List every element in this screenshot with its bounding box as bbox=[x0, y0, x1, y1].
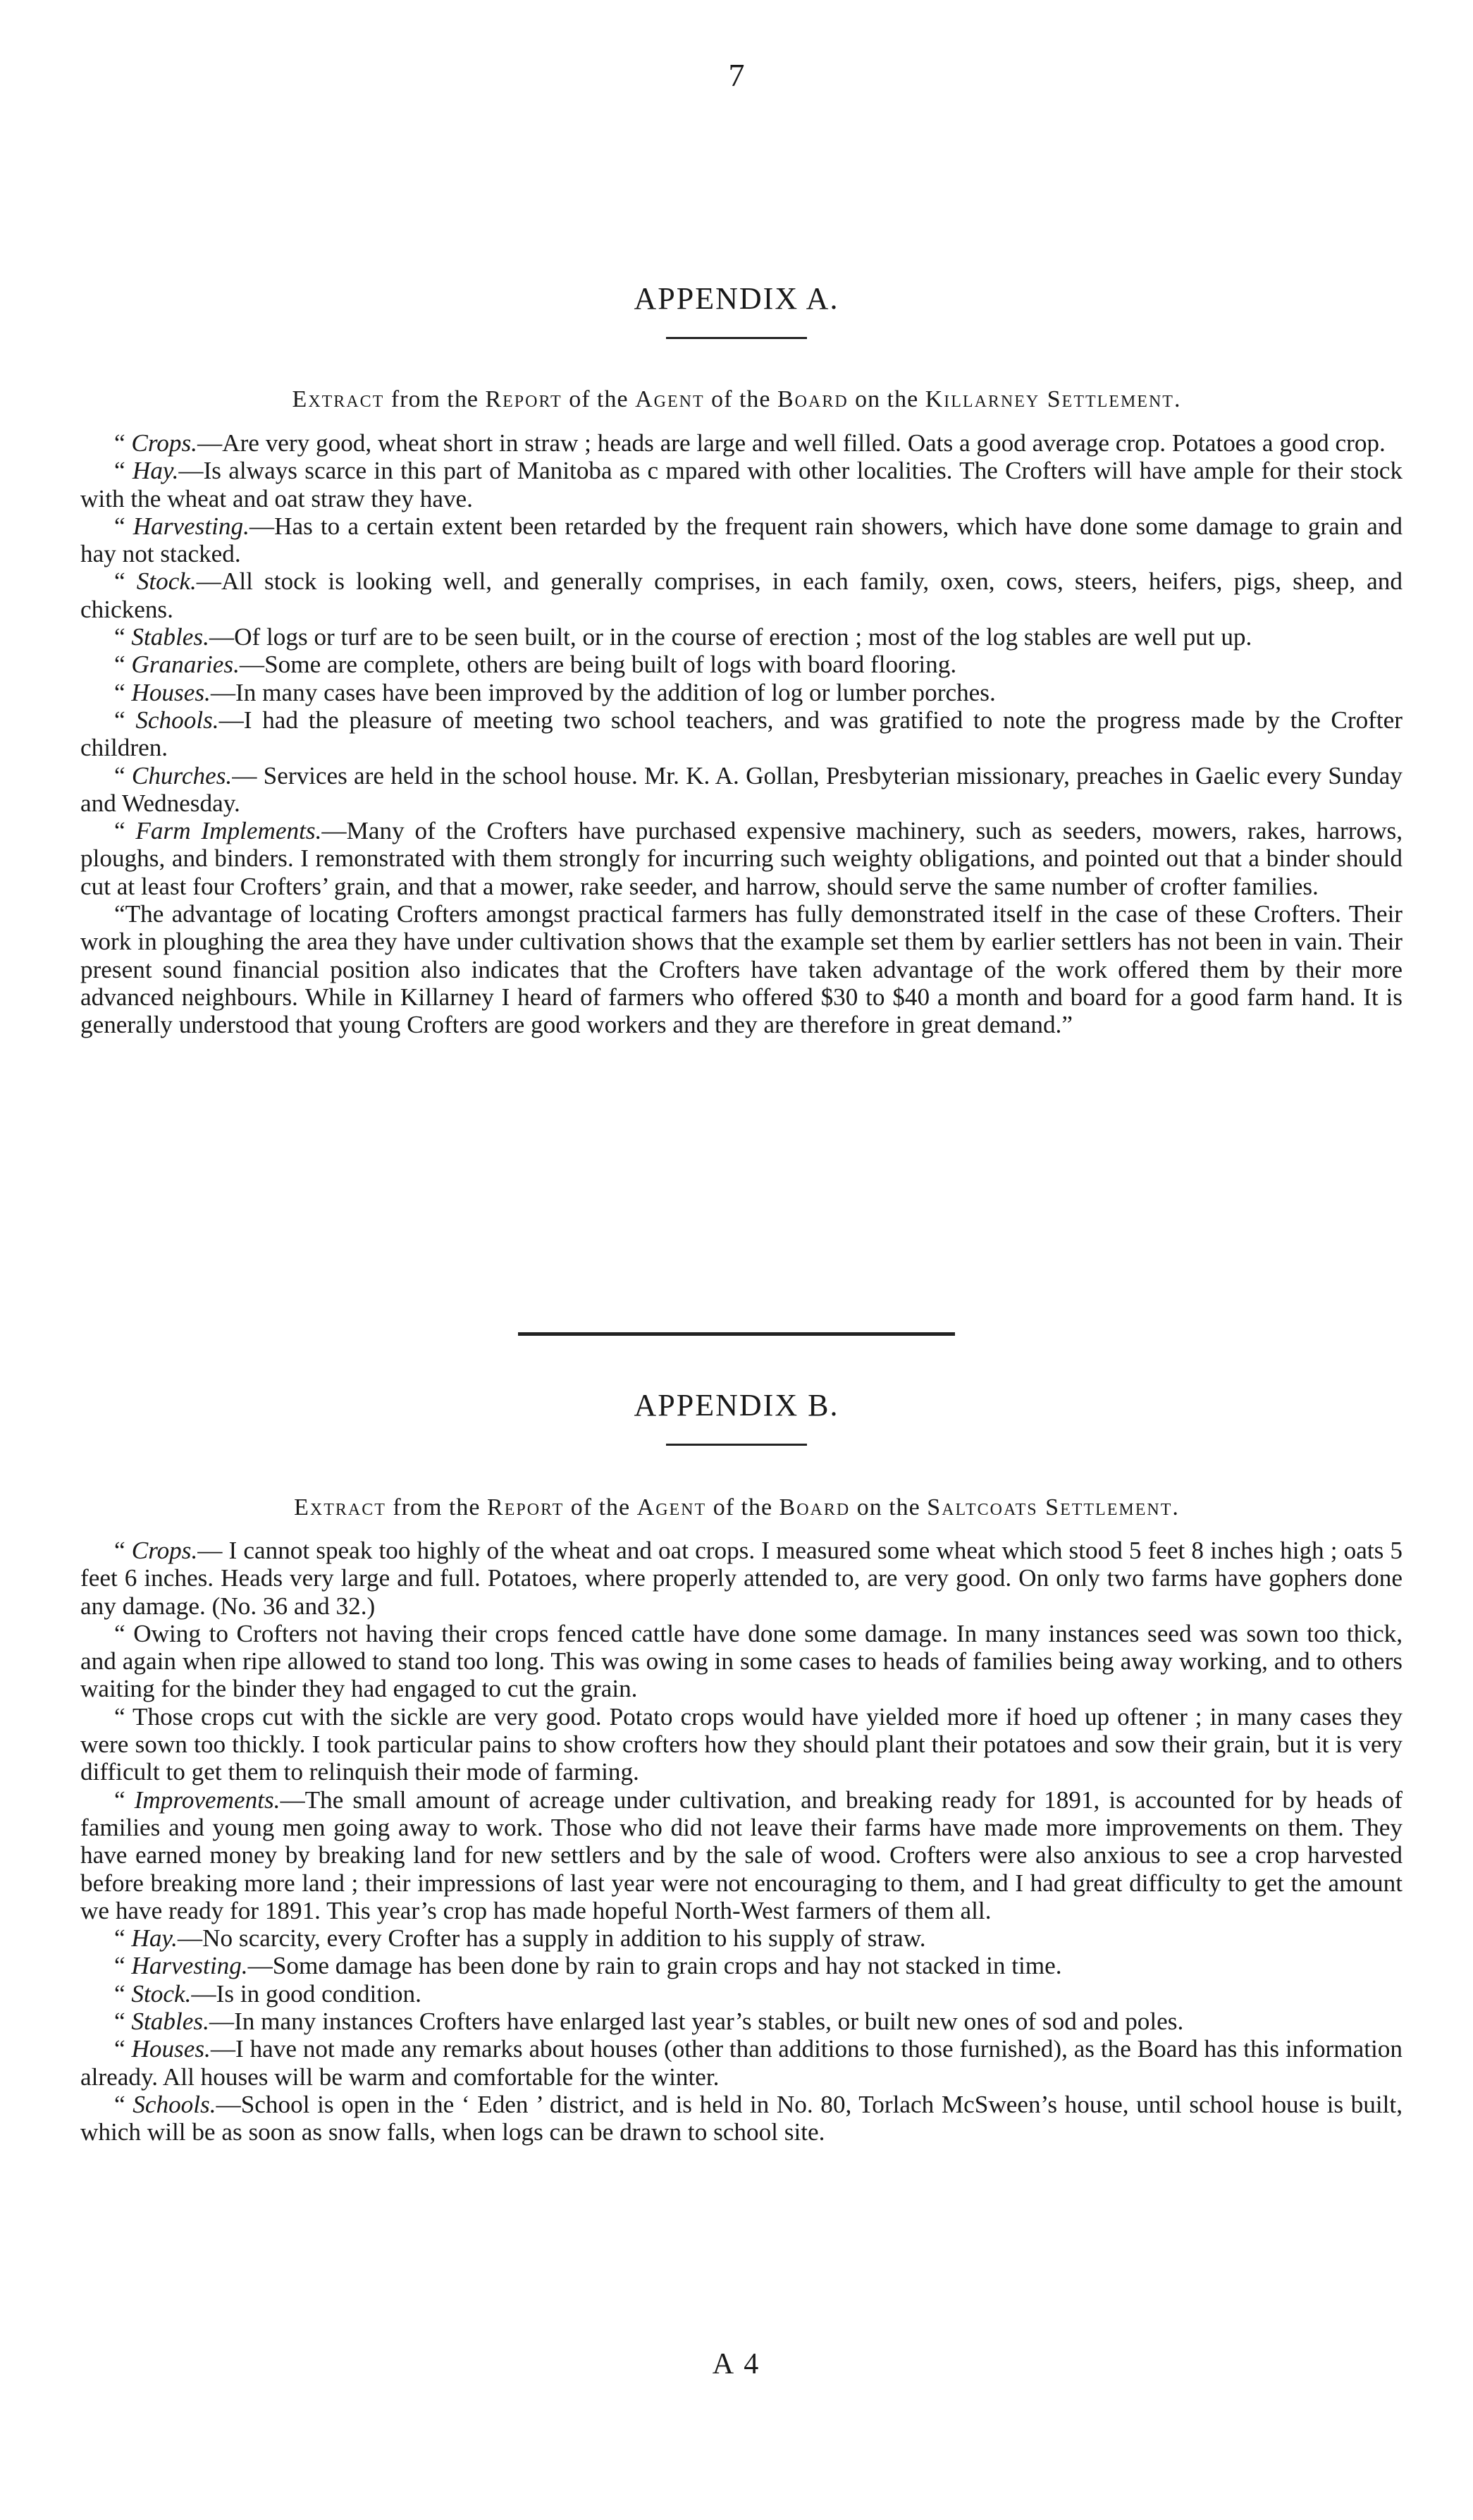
quote-mark: “ bbox=[114, 706, 136, 734]
paragraph-text: —In many instances Crofters have enlarged last year’s stables, or built new ones of sod and poles. bbox=[209, 2008, 1184, 2036]
appendix-a-heading: APPENDIX A. bbox=[634, 281, 839, 316]
signature-mark: A 4 bbox=[712, 2348, 761, 2380]
quote-mark: “ bbox=[114, 429, 132, 457]
paragraph bbox=[80, 457, 1403, 512]
paragraph-text: —In many cases have been improved by the addition of log or lumber porches. bbox=[210, 678, 996, 706]
appendix-a-extract-line bbox=[70, 386, 1403, 413]
quote-mark: “ bbox=[114, 1924, 132, 1953]
quote-mark: “ bbox=[114, 2035, 132, 2063]
paragraph-text: —Is always scarce in this part of Manitoba as c mpared with other localities. The Crofters will have ample for their stock with the wheat and oat straw they have. bbox=[80, 457, 1403, 512]
paragraph-term: Schools. bbox=[135, 706, 219, 734]
quote-mark: “ bbox=[114, 761, 132, 789]
paragraph-text: —No scarcity, every Crofter has a supply in addition to his supply of straw. bbox=[177, 1924, 926, 1953]
paragraph bbox=[80, 2035, 1403, 2091]
quote-mark: “ bbox=[114, 817, 136, 845]
quote-mark: “ bbox=[114, 1619, 134, 1647]
paragraph bbox=[80, 512, 1403, 568]
paragraph bbox=[80, 2008, 1403, 2035]
paragraph bbox=[80, 2091, 1403, 2146]
paragraph bbox=[80, 706, 1403, 762]
extract-text: . bbox=[1172, 1494, 1179, 1520]
paragraph bbox=[80, 1537, 1403, 1620]
paragraph bbox=[80, 1924, 1403, 1952]
paragraph bbox=[80, 623, 1403, 651]
settlement-name: Saltcoats Settlement bbox=[927, 1494, 1173, 1520]
extract-text: of the bbox=[706, 1494, 779, 1520]
paragraph-text: —Of logs or turf are to be seen built, or in the course of erection ; most of the log stables are well put up. bbox=[209, 623, 1252, 651]
paragraph-term: Stock. bbox=[131, 1979, 192, 2008]
quote-mark: “ bbox=[114, 1979, 132, 2008]
section-divider bbox=[518, 1332, 955, 1336]
paragraph-text: —Has to a certain extent been retarded by the frequent rain showers, which have done some damage to grain and hay not stacked. bbox=[80, 512, 1403, 568]
quote-mark: “ bbox=[114, 457, 132, 485]
paragraph-term: Stables. bbox=[131, 623, 209, 651]
paragraph bbox=[80, 567, 1403, 623]
paragraph-term: Houses. bbox=[131, 678, 211, 706]
page-number: 7 bbox=[728, 57, 745, 93]
extract-text: from the bbox=[384, 386, 486, 412]
paragraph-text: The advantage of locating Crofters amongst practical farmers has fully demonstrated itself in the case of these Crofters. Their work in ploughing the area they have under cultivation shows that the example set them by earlier settlers has not been in vain. Their present sound financial position also indicates that the Crofters have taken advantage of the work offered them by their more advanced neighbours. While in Killarney I heard of farmers who offered $30 to $40 a month and board for a good farm hand. It is generally understood that young Crofters are good workers and they are therefore in great demand.” bbox=[80, 900, 1403, 1039]
paragraph-term: Crops. bbox=[131, 1537, 198, 1564]
quote-mark: “ bbox=[114, 678, 132, 706]
paragraph-term: Improvements. bbox=[134, 1785, 281, 1814]
paragraph-text: —Some damage has been done by rain to grain crops and hay not stacked in time. bbox=[247, 1952, 1062, 1980]
paragraph-term: Churches. bbox=[131, 761, 233, 789]
paragraph-term: Schools. bbox=[132, 2090, 216, 2118]
quote-mark: “ bbox=[114, 512, 133, 540]
quote-mark: “ bbox=[114, 1537, 132, 1564]
paragraph-term: Crops. bbox=[131, 429, 197, 457]
paragraph bbox=[80, 1703, 1403, 1786]
paragraph bbox=[80, 1952, 1403, 1979]
paragraph-text: —The small amount of acreage under cultivation, and breaking ready for 1891, is accounted for by heads of families and young men going away to work. Those who did not leave their farms have made more improvements on them. They have earned money by breaking land for new settlers and by the sale of wood. Crofters were also anxious to see a crop harvested before breaking more land ; their impressions of last year were not encouraging to them, and I had great difficulty to get the amount we have ready for 1891. This year’s crop has made hopeful North-West farmers of them all. bbox=[80, 1785, 1403, 1924]
extract-text: of the bbox=[704, 386, 777, 412]
paragraph-text: — I cannot speak too highly of the wheat and oat crops. I measured some wheat which stood 5 feet 8 inches high ; oats 5 feet 6 inches. Heads very large and full. Potatoes, where properly attended to, are very good. On only two farms have gophers done any damage. (No. 36 and 32.) bbox=[80, 1537, 1403, 1620]
paragraph bbox=[80, 1980, 1403, 2008]
quote-mark: “ bbox=[114, 1952, 132, 1980]
quote-mark: “ bbox=[114, 1702, 132, 1731]
extract-word: Extract bbox=[292, 386, 385, 412]
quote-mark: “ bbox=[114, 623, 132, 651]
quote-mark: “ bbox=[114, 567, 137, 596]
extract-word: Extract bbox=[294, 1494, 386, 1520]
appendix-a-rule bbox=[666, 337, 807, 339]
paragraph bbox=[80, 1786, 1403, 1924]
extract-text: . bbox=[1173, 386, 1181, 412]
paragraph-term: Hay. bbox=[132, 457, 179, 485]
paragraph bbox=[80, 429, 1403, 457]
quote-mark: “ bbox=[114, 2090, 133, 2118]
quote-mark: “ bbox=[114, 651, 132, 679]
extract-word: Board bbox=[779, 1494, 851, 1520]
extract-text: of the bbox=[562, 386, 636, 412]
paragraph bbox=[80, 762, 1403, 818]
paragraph-term: Houses. bbox=[131, 2035, 211, 2063]
appendix-b-body bbox=[80, 1537, 1403, 2146]
extract-text: of the bbox=[564, 1494, 637, 1520]
appendix-b-rule bbox=[666, 1444, 807, 1446]
paragraph-term: Granaries. bbox=[131, 651, 240, 679]
paragraph-text: —I had the pleasure of meeting two school teachers, and was gratified to note the progress made by the Crofter children. bbox=[80, 706, 1403, 762]
paragraph bbox=[80, 1620, 1403, 1703]
extract-word: Report bbox=[487, 1494, 565, 1520]
paragraph-text: Owing to Crofters not having their crops fenced cattle have done some damage. In many instances seed was sown too thick, and again when ripe allowed to stand too long. This was owing in some cases to heads of families being away working, and to others waiting for the binder they had engaged to cut the grain. bbox=[80, 1619, 1403, 1703]
extract-word: Report bbox=[485, 386, 562, 412]
paragraph-term: Stock. bbox=[136, 567, 197, 596]
settlement-name: Killarney Settlement bbox=[925, 386, 1174, 412]
paragraph-text: Those crops cut with the sickle are very good. Potato crops would have yielded more if hoed up oftener ; in many cases they were sown too thickly. I took particular pains to show crofters how they should plant their potatoes and sow their grain, but it is very difficult to get them to relinquish their mode of farming. bbox=[80, 1702, 1403, 1786]
paragraph bbox=[80, 651, 1403, 678]
appendix-a-body bbox=[80, 429, 1403, 1039]
extract-text: from the bbox=[386, 1494, 488, 1520]
quote-mark: “ bbox=[114, 900, 125, 928]
paragraph bbox=[80, 900, 1403, 1038]
extract-text: on the bbox=[848, 386, 925, 412]
paragraph-term: Hay. bbox=[131, 1924, 178, 1953]
paragraph-text: —School is open in the ‘ Eden ’ district, and is held in No. 80, Torlach McSween’s house, until school house is built, which will be as soon as snow falls, when logs can be drawn to school site. bbox=[80, 2090, 1403, 2146]
paragraph-text: —I have not made any remarks about houses (other than additions to those furnished), as the Board has this information already. All houses will be warm and comfortable for the winter. bbox=[80, 2035, 1403, 2091]
paragraph-text: —Many of the Crofters have purchased expensive machinery, such as seeders, mowers, rakes, harrows, ploughs, and binders. I remonstrated with them strongly for incurring such weighty obligations, and pointed out that a binder should cut at least four Crofters’ grain, and that a mower, rake seeder, and harrow, should serve the same number of crofter families. bbox=[80, 817, 1403, 900]
paragraph-text: —Is in good condition. bbox=[191, 1979, 421, 2008]
paragraph-text: —All stock is looking well, and generally comprises, in each family, oxen, cows, steers, heifers, pigs, sheep, and chickens. bbox=[80, 567, 1403, 623]
paragraph-term: Stables. bbox=[131, 2008, 209, 2036]
paragraph-term: Harvesting. bbox=[132, 512, 249, 540]
quote-mark: “ bbox=[114, 1785, 135, 1814]
extract-text: on the bbox=[850, 1494, 927, 1520]
quote-mark: “ bbox=[114, 2008, 132, 2036]
appendix-b-heading: APPENDIX B. bbox=[634, 1388, 839, 1422]
paragraph-text: — Services are held in the school house. Mr. K. A. Gollan, Presbyterian missionary, preaches in Gaelic every Sunday and Wednesday. bbox=[80, 761, 1403, 817]
paragraph-term: Farm Implements. bbox=[135, 817, 322, 845]
paragraph-term: Harvesting. bbox=[131, 1952, 248, 1980]
paragraph bbox=[80, 679, 1403, 706]
paragraph-text: —Some are complete, others are being built of logs with board flooring. bbox=[239, 651, 957, 679]
extract-word: Board bbox=[777, 386, 849, 412]
extract-word: Agent bbox=[636, 1494, 707, 1520]
appendix-b-extract-line bbox=[70, 1494, 1403, 1521]
paragraph-text: —Are very good, wheat short in straw ; heads are large and well filled. Oats a good average crop. Potatoes a good crop. bbox=[197, 429, 1386, 457]
paragraph bbox=[80, 817, 1403, 900]
extract-word: Agent bbox=[635, 386, 705, 412]
